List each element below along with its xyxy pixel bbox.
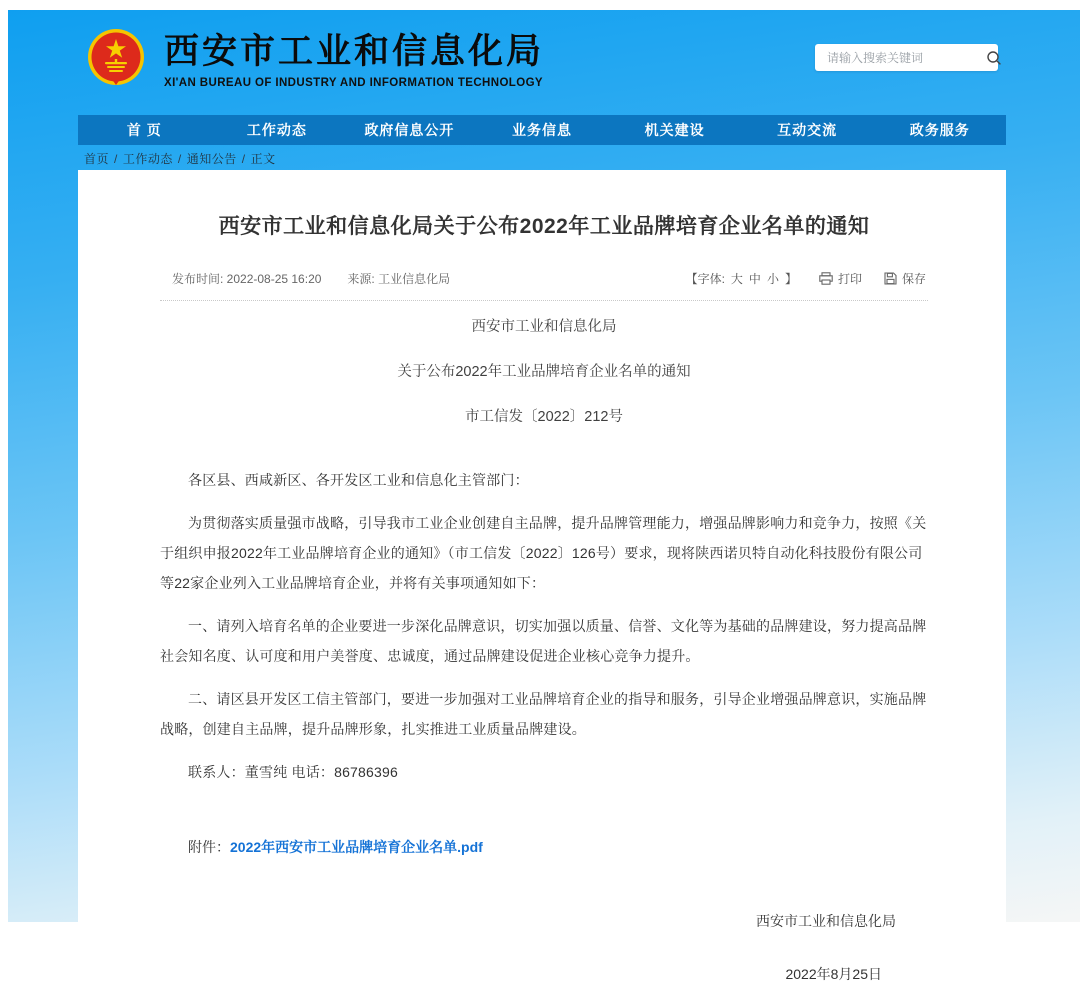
save-icon [884,272,897,285]
search-button[interactable] [986,44,1002,71]
doc-header-org: 西安市工业和信息化局 [471,319,617,335]
nav-item-business-info[interactable]: 业务信息 [512,122,573,138]
paragraph-intro: 为贯彻落实质量强市战略，引导我市工业企业创建自主品牌，提升品牌管理能力，增强品牌影响力和竞争力，按照《关于组织申报2022年工业品牌培育企业的通知》（市工信发〔2022〕126号）要求，现将陕西诺贝特自动化科技股份有限公司等22家企业列入工业品牌培育企业，并将有关事项通知如下： [160,515,927,591]
article-meta [160,270,928,287]
meta-right [686,270,926,287]
search-input[interactable] [815,44,986,71]
article-source: 来源: 工业信息化局 [347,272,451,286]
search-icon [986,50,1002,66]
nav-item-gov-services[interactable]: 政务服务 [909,122,970,138]
font-size-small[interactable]: 小 [766,272,779,286]
publish-time: 发布时间: 2022-08-25 16:20 [172,272,322,286]
doc-header-number: 市工信发〔2022〕212号 [465,409,623,425]
article-body [160,465,928,984]
search-box [815,44,998,71]
font-size-prefix: 【字体: [685,272,725,286]
breadcrumb-work-news[interactable]: 工作动态 [122,152,173,166]
site-header [0,0,1080,105]
main-nav [78,115,1006,145]
signature-org: 西安市工业和信息化局 [756,913,896,929]
attachment-link[interactable]: 2022年西安市工业品牌培育企业名单.pdf [230,839,483,855]
nav-item-home[interactable]: 首 页 [126,122,162,138]
meta-divider [160,300,928,301]
attachment-label: 附件： [188,839,230,855]
printer-icon [819,272,833,285]
breadcrumb [84,150,276,167]
font-size-suffix: 】 [784,272,797,286]
attachment-row [160,837,928,857]
meta-left [172,270,450,287]
article [78,170,1006,984]
breadcrumb-separator: / [177,152,182,166]
nav-item-gov-info[interactable]: 政府信息公开 [364,122,455,138]
breadcrumb-separator: / [114,152,118,166]
paragraph-salutation: 各区县、西咸新区、各开发区工业和信息化主管部门： [188,472,529,488]
font-size-large[interactable]: 大 [730,272,743,286]
article-title: 西安市工业和信息化局关于公布2022年工业品牌培育企业名单的通知 [218,215,870,238]
signature-date: 2022年8月25日 [785,966,882,982]
content-panel [78,170,1006,982]
breadcrumb-home[interactable]: 首页 [84,152,110,166]
nav-item-interaction[interactable]: 互动交流 [777,122,838,138]
nav-item-work-news[interactable]: 工作动态 [246,122,307,138]
nav-item-agency-building[interactable]: 机关建设 [644,122,705,138]
print-label: 打印 [837,272,862,286]
site-subtitle: XI'AN BUREAU OF INDUSTRY AND INFORMATION TECHNOLOGY [164,76,543,89]
save-button[interactable] [884,270,926,287]
save-label: 保存 [901,272,926,286]
print-button[interactable] [819,270,862,287]
breadcrumb-notices[interactable]: 通知公告 [186,152,237,166]
paragraph-item-2: 二、请区县开发区工信主管部门，要进一步加强对工业品牌培育企业的指导和服务，引导企业增强品牌意识，实施品牌战略，创建自主品牌，提升品牌形象，扎实推进工业质量品牌建设。 [160,691,927,737]
contact-line: 联系人：董雪纯 电话：86786396 [188,764,398,780]
breadcrumb-separator: / [241,152,246,166]
national-emblem-icon [84,26,148,92]
site-title: 西安市工业和信息化局 [164,32,545,71]
site-title-block [164,33,544,89]
breadcrumb-current: 正文 [250,152,276,166]
paragraph-item-1: 一、请列入培育名单的企业要进一步深化品牌意识，切实加强以质量、信誉、文化等为基础的品牌建设，努力提高品牌社会知名度、认可度和用户美誉度、忠诚度，通过品牌建设促进企业核心竞争力提升。 [160,618,927,664]
font-size-medium[interactable]: 中 [748,272,761,286]
font-size-control [686,270,797,287]
doc-header-subject: 关于公布2022年工业品牌培育企业名单的通知 [397,364,691,380]
